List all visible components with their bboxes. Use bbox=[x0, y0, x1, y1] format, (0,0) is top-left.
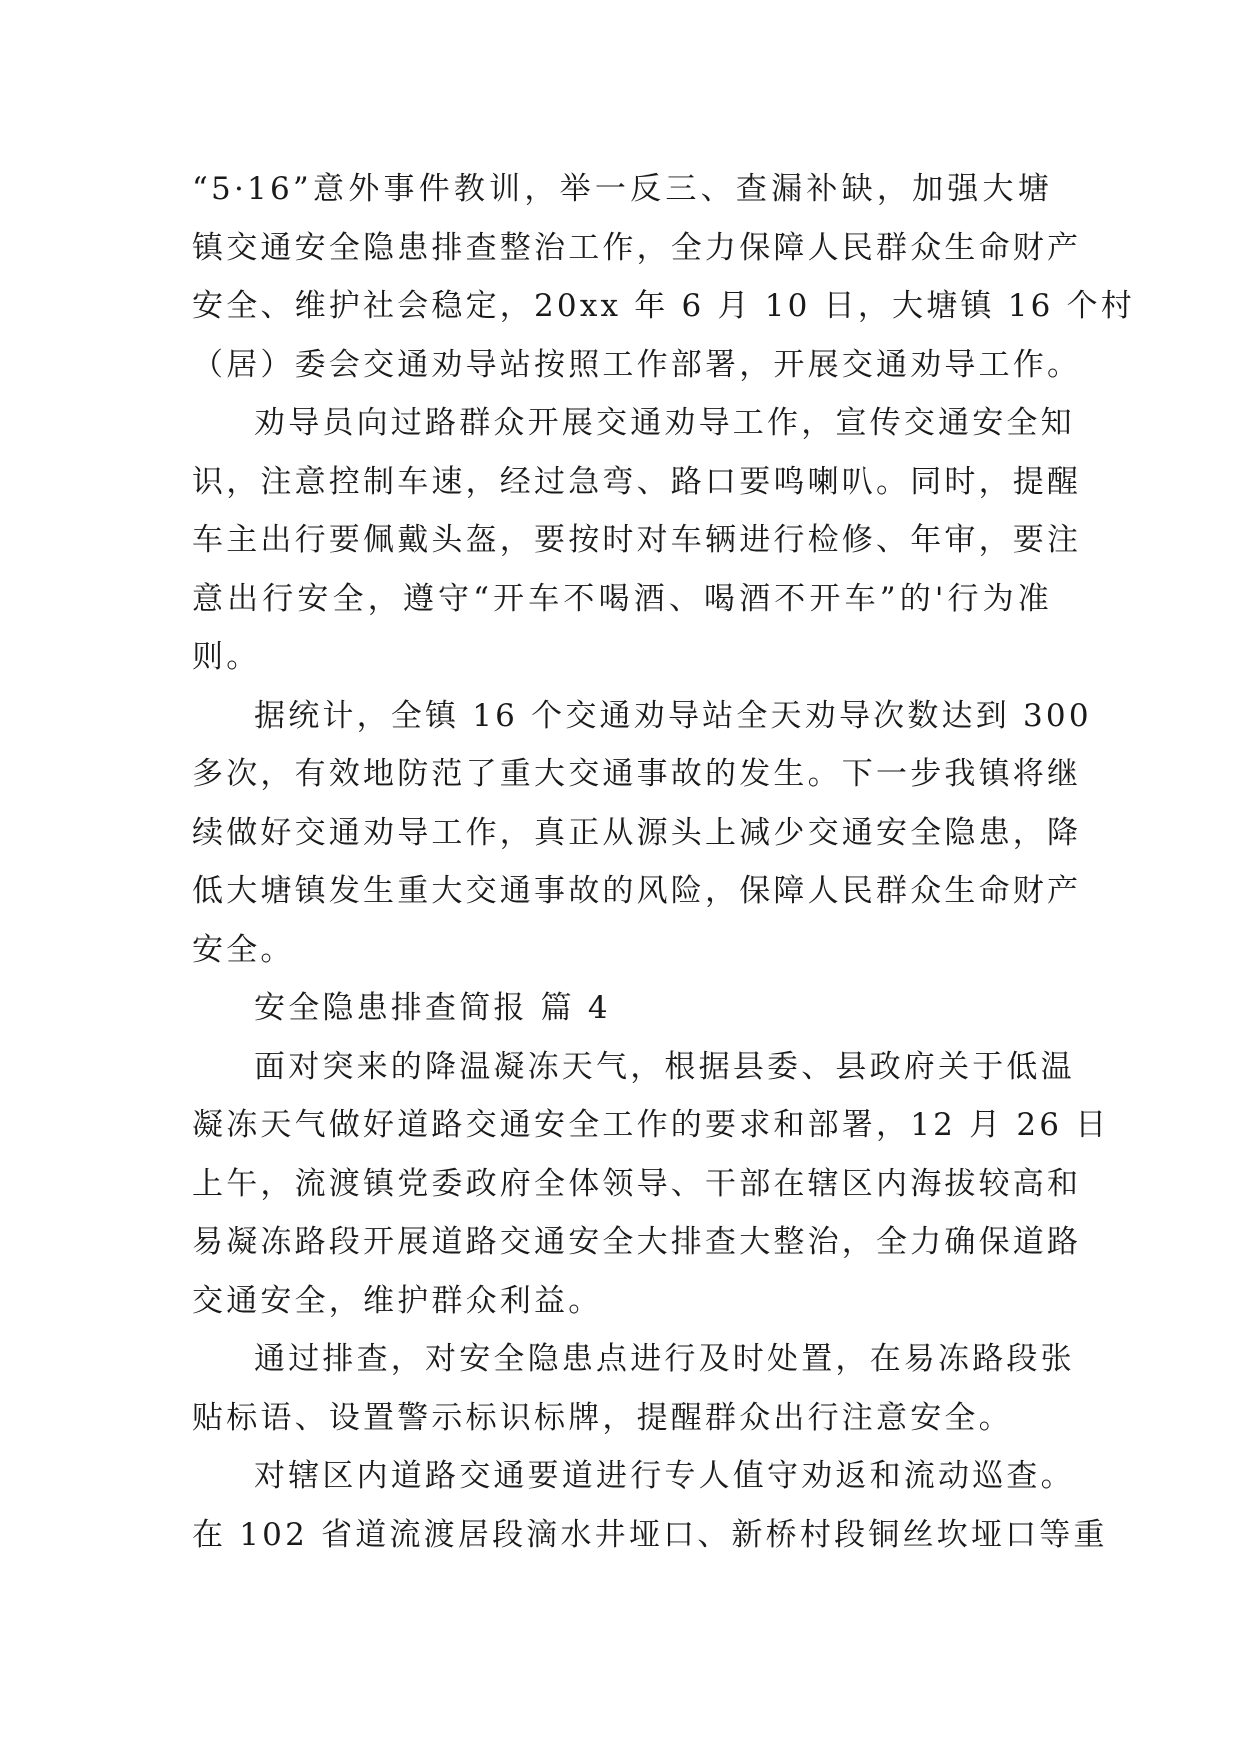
text-line: “5·16”意外事件教训，举一反三、查漏补缺，加强大塘 bbox=[192, 171, 1052, 207]
text-line: 对辖区内道路交通要道进行专人值守劝返和流动巡查。 bbox=[254, 1458, 1075, 1494]
text-line: 在 102 省道流渡居段滴水井垭口、新桥村段铜丝坎垭口等重 bbox=[192, 1516, 1108, 1553]
text-line: 交通安全，维护群众利益。 bbox=[192, 1282, 603, 1319]
heading-line: 安全隐患排查简报 篇 4 bbox=[254, 990, 611, 1026]
paragraph bbox=[192, 687, 1092, 980]
text-line: 易凝冻路段开展道路交通安全大排查大整治，全力确保道路 bbox=[192, 1224, 1082, 1260]
text-line: 意出行安全，遵守“开车不喝酒、喝酒不开车”的'行为准 bbox=[192, 580, 1052, 617]
paragraph bbox=[192, 1330, 1075, 1447]
document-body bbox=[192, 160, 1136, 1564]
paragraph bbox=[192, 160, 1136, 394]
text-line: 车主出行要佩戴头盔，要按时对车辆进行检修、年审，要注 bbox=[192, 522, 1082, 558]
paragraph bbox=[192, 1447, 1108, 1564]
text-line: 则。 bbox=[192, 639, 261, 675]
text-line: 多次，有效地防范了重大交通事故的发生。下一步我镇将继 bbox=[192, 756, 1082, 792]
text-line: 凝冻天气做好道路交通安全工作的要求和部署，12 月 26 日 bbox=[192, 1107, 1110, 1143]
text-line: 低大塘镇发生重大交通事故的风险，保障人民群众生命财产 bbox=[192, 873, 1082, 909]
section-heading bbox=[192, 979, 1052, 1038]
text-line: 贴标语、设置警示标识标牌，提醒群众出行注意安全。 bbox=[192, 1399, 1013, 1436]
text-line: 安全、维护社会稳定，20xx 年 6 月 10 日，大塘镇 16 个村 bbox=[192, 288, 1136, 324]
text-line: 镇交通安全隐患排查整治工作，全力保障人民群众生命财产 bbox=[192, 229, 1082, 266]
text-line: 续做好交通劝导工作，真正从源头上减少交通安全隐患，降 bbox=[192, 814, 1082, 851]
text-line: 安全。 bbox=[192, 931, 295, 968]
text-line: （居）委会交通劝导站按照工作部署，开展交通劝导工作。 bbox=[192, 346, 1082, 383]
text-line: 劝导员向过路群众开展交通劝导工作，宣传交通安全知 bbox=[254, 405, 1075, 441]
text-line: 通过排查，对安全隐患点进行及时处置，在易冻路段张 bbox=[254, 1341, 1075, 1377]
text-line: 面对突来的降温凝冻天气，根据县委、县政府关于低温 bbox=[254, 1048, 1075, 1085]
text-line: 上午，流渡镇党委政府全体领导、干部在辖区内海拔较高和 bbox=[192, 1165, 1082, 1202]
paragraph bbox=[192, 1038, 1110, 1331]
text-line: 据统计，全镇 16 个交通劝导站全天劝导次数达到 300 bbox=[254, 697, 1092, 734]
paragraph bbox=[192, 394, 1082, 687]
text-line: 识，注意控制车速，经过急弯、路口要鸣喇叭。同时，提醒 bbox=[192, 463, 1082, 500]
